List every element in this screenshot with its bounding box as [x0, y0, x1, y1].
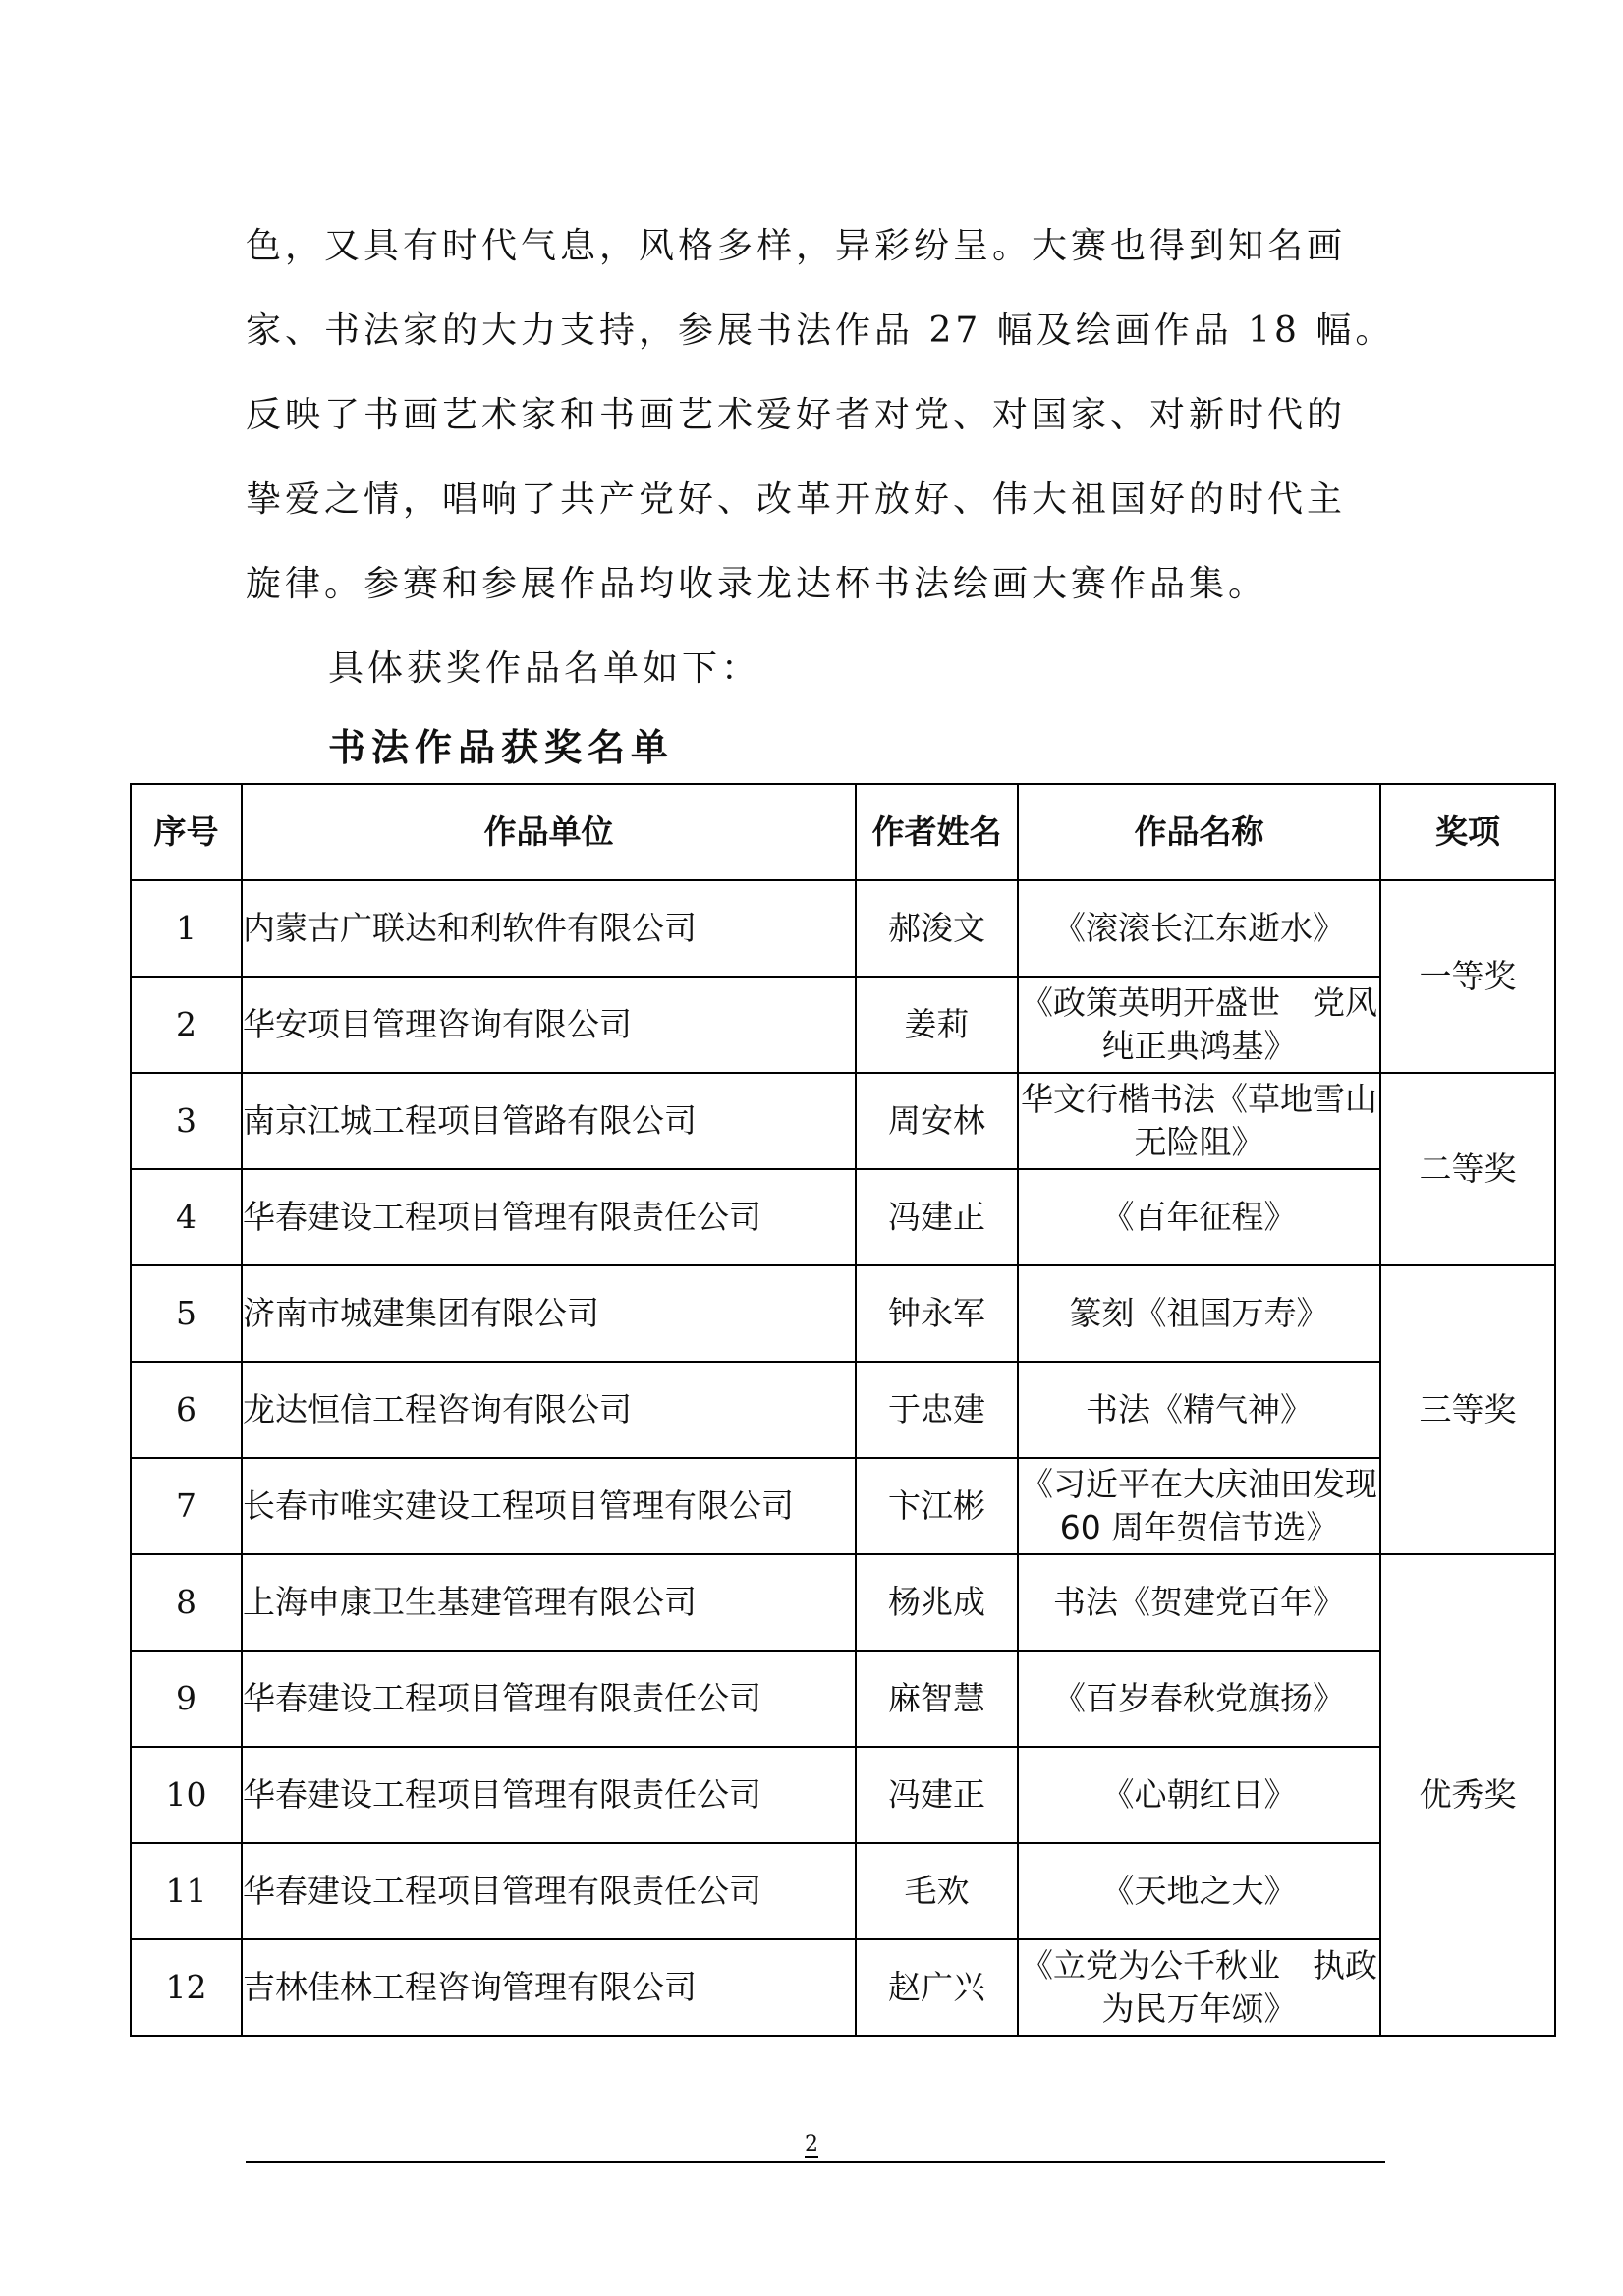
paragraph-line: 色，又具有时代气息，风格多样，异彩纷呈。大赛也得到知名画 [246, 226, 1347, 266]
row-num: 8 [131, 1554, 242, 1651]
paragraph-line: 反映了书画艺术家和书画艺术爱好者对党、对国家、对新时代的 [246, 395, 1347, 435]
row-author: 于忠建 [856, 1362, 1018, 1458]
footer-rule [246, 2161, 1385, 2163]
header-award: 奖项 [1380, 784, 1555, 880]
header-unit: 作品单位 [242, 784, 856, 880]
table-row [131, 1651, 1555, 1747]
table-row [131, 1362, 1555, 1458]
award-third: 三等奖 [1380, 1265, 1555, 1554]
page-number-text: 2 [805, 2132, 818, 2156]
row-author: 郝浚文 [856, 880, 1018, 977]
row-author: 钟永军 [856, 1265, 1018, 1362]
row-unit: 华安项目管理咨询有限公司 [242, 977, 856, 1073]
header-author: 作者姓名 [856, 784, 1018, 880]
award-excellence: 优秀奖 [1380, 1554, 1555, 2036]
body-paragraph [246, 204, 1395, 711]
row-unit: 吉林佳林工程咨询管理有限公司 [242, 1939, 856, 2036]
row-author: 麻智慧 [856, 1651, 1018, 1747]
page-number [0, 2132, 1623, 2157]
row-work: 《天地之大》 [1018, 1843, 1380, 1939]
row-author: 冯建正 [856, 1169, 1018, 1265]
table-header-row [131, 784, 1555, 880]
paragraph-line: 家、书法家的大力支持，参展书法作品 27 幅及绘画作品 18 幅。 [246, 310, 1395, 351]
row-author: 冯建正 [856, 1747, 1018, 1843]
row-num: 9 [131, 1651, 242, 1747]
table-row [131, 1843, 1555, 1939]
row-unit: 济南市城建集团有限公司 [242, 1265, 856, 1362]
paragraph-line: 旋律。参赛和参展作品均收录龙达杯书法绘画大赛作品集。 [246, 564, 1268, 604]
table-row [131, 1169, 1555, 1265]
row-work: 书法《精气神》 [1018, 1362, 1380, 1458]
row-author: 杨兆成 [856, 1554, 1018, 1651]
row-num: 4 [131, 1169, 242, 1265]
table-row [131, 1939, 1555, 2036]
row-num: 12 [131, 1939, 242, 2036]
row-author: 周安林 [856, 1073, 1018, 1169]
row-num: 11 [131, 1843, 242, 1939]
table-row [131, 1554, 1555, 1651]
row-num: 7 [131, 1458, 242, 1554]
row-num: 10 [131, 1747, 242, 1843]
table-row [131, 1458, 1555, 1554]
table-row [131, 1747, 1555, 1843]
section-title: 书法作品获奖名单 [328, 725, 675, 769]
row-unit: 华春建设工程项目管理有限责任公司 [242, 1843, 856, 1939]
row-work: 书法《贺建党百年》 [1018, 1554, 1380, 1651]
row-work: 篆刻《祖国万寿》 [1018, 1265, 1380, 1362]
row-work: 《百岁春秋党旗扬》 [1018, 1651, 1380, 1747]
awards-table [130, 783, 1556, 2037]
row-unit: 华春建设工程项目管理有限责任公司 [242, 1651, 856, 1747]
row-author: 卞江彬 [856, 1458, 1018, 1554]
row-author: 姜莉 [856, 977, 1018, 1073]
row-work: 《滚滚长江东逝水》 [1018, 880, 1380, 977]
table-row [131, 1073, 1555, 1169]
table-row [131, 977, 1555, 1073]
row-work: 华文行楷书法《草地雪山无险阻》 [1018, 1073, 1380, 1169]
row-work: 《政策英明开盛世 党风纯正典鸿基》 [1018, 977, 1380, 1073]
table-row [131, 1265, 1555, 1362]
row-unit: 长春市唯实建设工程项目管理有限公司 [242, 1458, 856, 1554]
row-work: 《百年征程》 [1018, 1169, 1380, 1265]
row-num: 6 [131, 1362, 242, 1458]
row-unit: 南京江城工程项目管路有限公司 [242, 1073, 856, 1169]
row-num: 5 [131, 1265, 242, 1362]
paragraph-line: 挚爱之情，唱响了共产党好、改革开放好、伟大祖国好的时代主 [246, 479, 1347, 520]
table-row [131, 880, 1555, 977]
award-second: 二等奖 [1380, 1073, 1555, 1265]
row-unit: 内蒙古广联达和利软件有限公司 [242, 880, 856, 977]
row-author: 毛欢 [856, 1843, 1018, 1939]
row-work: 《习近平在大庆油田发现 60 周年贺信节选》 [1018, 1458, 1380, 1554]
header-num: 序号 [131, 784, 242, 880]
row-work: 《心朝红日》 [1018, 1747, 1380, 1843]
row-unit: 龙达恒信工程咨询有限公司 [242, 1362, 856, 1458]
row-unit: 上海申康卫生基建管理有限公司 [242, 1554, 856, 1651]
row-num: 3 [131, 1073, 242, 1169]
row-unit: 华春建设工程项目管理有限责任公司 [242, 1169, 856, 1265]
award-first: 一等奖 [1380, 880, 1555, 1073]
header-work: 作品名称 [1018, 784, 1380, 880]
row-num: 1 [131, 880, 242, 977]
row-author: 赵广兴 [856, 1939, 1018, 2036]
row-unit: 华春建设工程项目管理有限责任公司 [242, 1747, 856, 1843]
row-work: 《立党为公千秋业 执政为民万年颂》 [1018, 1939, 1380, 2036]
intro-line: 具体获奖作品名单如下： [328, 648, 761, 689]
row-num: 2 [131, 977, 242, 1073]
